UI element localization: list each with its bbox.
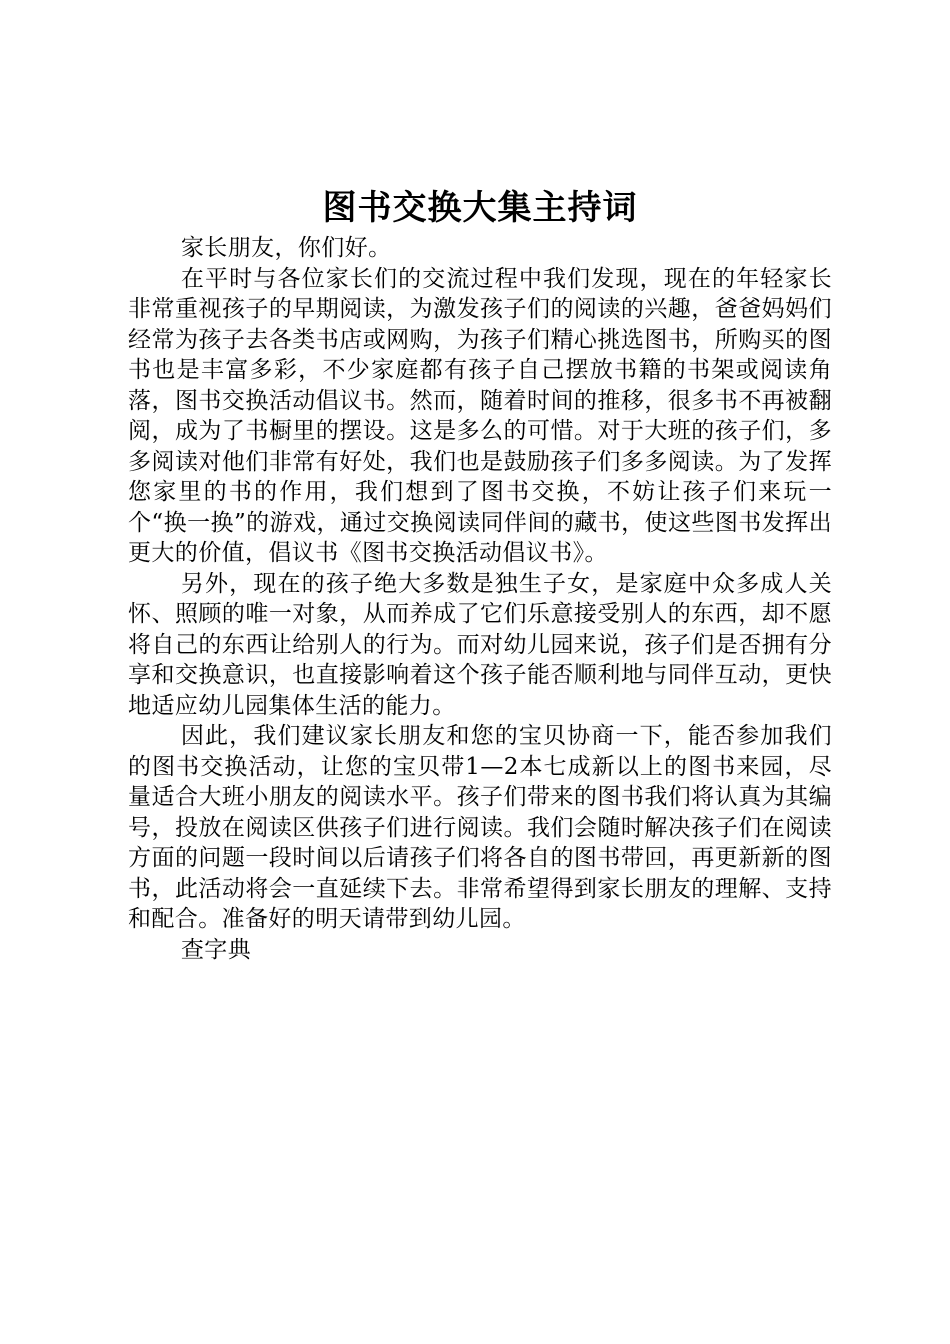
paragraph-reason: 另外，现在的孩子绝大多数是独生子女，是家庭中众多成人关怀、照顾的唯一对象，从而养成了它们乐意接受别人的东西，却不愿将自己的东西让给别人的行为。而对幼儿园来说，孩子们是否拥有分享和交换意识，也直接影响着这个孩子能否顺利地与同伴互动，更快地适应幼儿园集体生活的能力。	[128, 570, 832, 719]
document-page	[128, 183, 832, 965]
paragraph-proposal: 因此，我们建议家长朋友和您的宝贝协商一下，能否参加我们的图书交换活动，让您的宝贝带1—2本七成新以上的图书来园，尽量适合大班小朋友的阅读水平。孩子们带来的图书我们将认真为其编号，投放在阅读区供孩子们进行阅读。我们会随时解决孩子们在阅读方面的问题一段时间以后请孩子们将各自的图书带回，再更新新的图书，此活动将会一直延续下去。非常希望得到家长朋友的理解、支持和配合。准备好的明天请带到幼儿园。	[128, 723, 832, 932]
paragraph-greeting: 家长朋友，你们好。	[180, 235, 392, 261]
paragraph-background: 在平时与各位家长们的交流过程中我们发现，现在的年轻家长非常重视孩子的早期阅读，为激发孩子们的阅读的兴趣，爸爸妈妈们经常为孩子去各类书店或网购，为孩子们精心挑选图书，所购买的图书也是丰富多彩，不少家庭都有孩子自己摆放书籍的书架或阅读角落，图书交换活动倡议书。然而，随着时间的推移，很多书不再被翻阅，成为了书橱里的摆设。这是多么的可惜。对于大班的孩子们，多多阅读对他们非常有好处，我们也是鼓励孩子们多多阅读。为了发挥您家里的书的作用，我们想到了图书交换，不妨让孩子们来玩一个“换一换”的游戏，通过交换阅读同伴间的藏书，使这些图书发挥出更大的价值，倡议书《图书交换活动倡议书》。	[128, 265, 832, 566]
document-title: 图书交换大集主持词	[322, 188, 638, 228]
paragraph-footer: 查字典	[180, 936, 252, 963]
